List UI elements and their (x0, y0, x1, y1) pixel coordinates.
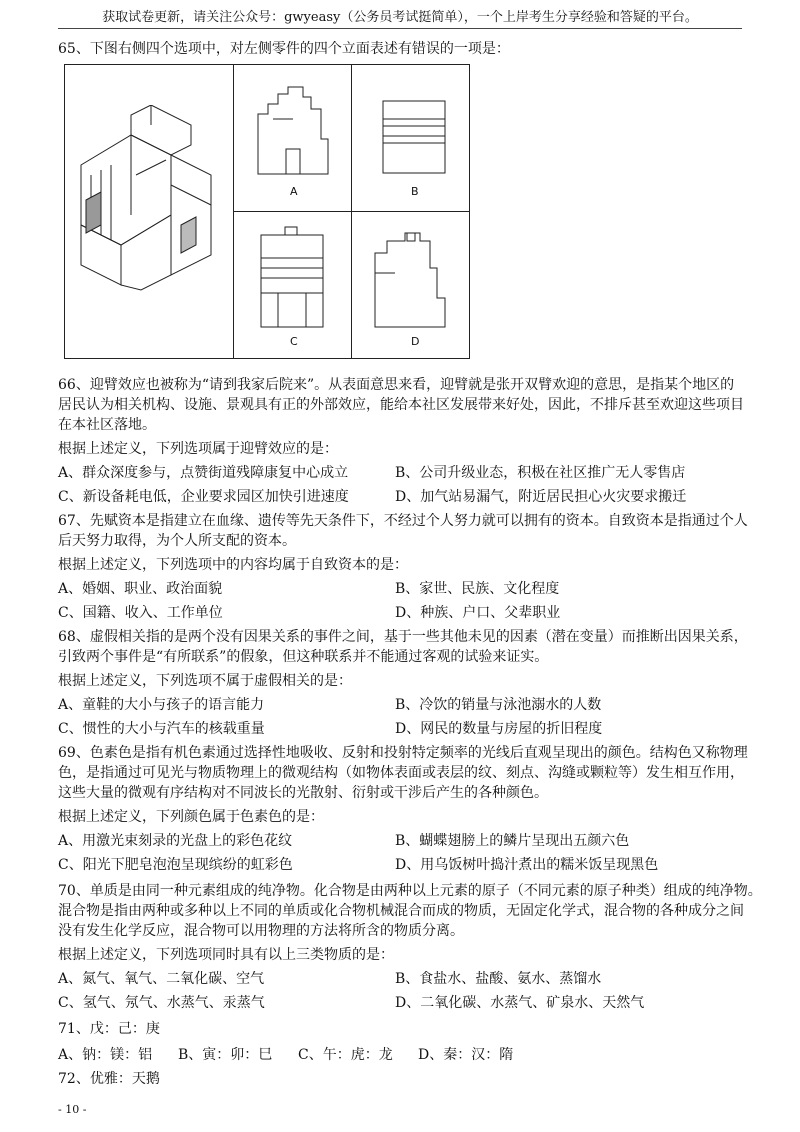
q69-option-c: C、阳光下肥皂泡泡呈现缤纷的虹彩色 (58, 857, 293, 873)
q67-option-b: B、家世、民族、文化程度 (395, 581, 560, 597)
q67-option-d: D、种族、户口、父辈职业 (395, 605, 561, 621)
q67-prompt: 根据上述定义，下列选项中的内容均属于自致资本的是： (58, 557, 408, 573)
q71-stem: 71、戊：己：庚 (58, 1021, 160, 1037)
q70-option-c: C、氢气、氖气、水蒸气、汞蒸气 (58, 995, 265, 1011)
option-c-elevation (253, 223, 333, 333)
page-header: 获取试卷更新，请关注公众号：gwyeasy（公务员考试挺简单），一个上岸考生分享经验和答疑的平台。 (102, 10, 698, 25)
q67-option-a: A、婚姻、职业、政治面貌 (58, 581, 223, 597)
q66-stem-line-2: 居民认为相关机构、设施、景观具有正的外部效应，能给本社区发展带来好处，因此，不排斥甚至欢迎这些项目 (58, 397, 744, 413)
q70-stem-line-3: 没有发生化学反应，混合物可以用物理的方法将所含的物质分离。 (58, 923, 464, 939)
q69-option-b: B、蝴蝶翅膀上的鳞片呈现出五颜六色 (395, 833, 630, 849)
q71-option-a: A、钠：镁：铝 (58, 1047, 153, 1063)
q66-option-c: C、新设备耗电低，企业要求园区加快引进速度 (58, 489, 349, 505)
q66-option-d: D、加气站易漏气，附近居民担心火灾要求搬迁 (395, 489, 687, 505)
q69-stem-line-2: 色，是指通过可见光与物质物理上的微观结构（如物体表面或表层的纹、刻点、沟缝或颗粒等）发生相互作用， (58, 765, 744, 781)
q68-option-a: A、童鞋的大小与孩子的语言能力 (58, 697, 265, 713)
q67-stem-line-1: 67、先赋资本是指建立在血缘、遗传等先天条件下，不经过个人努力就可以拥有的资本。自致资本是指通过个人 (58, 513, 748, 529)
option-d-label: D (411, 335, 420, 348)
q71-option-b: B、寅：卯：巳 (178, 1047, 273, 1063)
option-a-label: A (290, 185, 298, 198)
q69-option-a: A、用激光束刻录的光盘上的彩色花纹 (58, 833, 293, 849)
q68-option-b: B、冷饮的销量与泳池溺水的人数 (395, 697, 602, 713)
q67-option-c: C、国籍、收入、工作单位 (58, 605, 223, 621)
q70-option-a: A、氮气、氧气、二氧化碳、空气 (58, 971, 265, 987)
q69-prompt: 根据上述定义，下列颜色属于色素色的是： (58, 809, 324, 825)
figure-divider-horizontal (233, 211, 469, 212)
page-number: - 10 - (58, 1103, 87, 1116)
header-rule (58, 28, 742, 29)
q67-stem-line-2: 后天努力取得，为个人所支配的资本。 (58, 533, 296, 549)
q71-option-d: D、秦：汉：隋 (418, 1047, 514, 1063)
q66-stem-line-1: 66、迎臂效应也被称为“请到我家后院来”。从表面意思来看，迎臂就是张开双臂欢迎的意思，是指某个地区的 (58, 377, 735, 393)
q68-stem-line-2: 引致两个事件是“有所联系”的假象，但这种联系并不能通过客观的试验来证实。 (58, 649, 549, 665)
q68-option-d: D、网民的数量与房屋的折旧程度 (395, 721, 603, 737)
q65-stem: 65、下图右侧四个选项中，对左侧零件的四个立面表述有错误的一项是： (58, 41, 510, 57)
option-a-elevation (253, 79, 333, 179)
q68-prompt: 根据上述定义，下列选项不属于虚假相关的是： (58, 673, 352, 689)
q66-option-a: A、群众深度参与，点赞街道残障康复中心成立 (58, 465, 349, 481)
option-b-elevation (375, 81, 455, 181)
q70-stem-line-1: 70、单质是由同一种元素组成的纯净物。化合物是由两种以上元素的原子（不同元素的原子种类）组成的纯净物。 (58, 883, 762, 899)
isometric-part-drawing (71, 105, 229, 305)
option-b-label: B (411, 185, 419, 198)
q65-figure (64, 64, 470, 359)
q70-stem-line-2: 混合物是指由两种或多种以上不同的单质或化合物机械混合而成的物质，无固定化学式，混合物的各种成分之间 (58, 903, 744, 919)
q72-stem: 72、优雅：天鹅 (58, 1071, 160, 1087)
q68-stem-line-1: 68、虚假相关指的是两个没有因果关系的事件之间，基于一些其他未见的因素（潜在变量）而推断出因果关系， (58, 629, 748, 645)
q70-prompt: 根据上述定义，下列选项同时具有以上三类物质的是： (58, 947, 394, 963)
q66-prompt: 根据上述定义，下列选项属于迎臂效应的是： (58, 441, 338, 457)
q69-option-d: D、用乌饭树叶捣汁煮出的糯米饭呈现黑色 (395, 857, 659, 873)
q66-option-b: B、公司升级业态，积极在社区推广无人零售店 (395, 465, 686, 481)
option-c-label: C (290, 335, 298, 348)
option-d-elevation (365, 223, 455, 333)
q69-stem-line-3: 这些大量的微观有序结构对不同波长的光散射、衍射或干涉后产生的各种颜色。 (58, 785, 548, 801)
q70-option-d: D、二氧化碳、水蒸气、矿泉水、天然气 (395, 995, 645, 1011)
q71-option-c: C、午：虎：龙 (298, 1047, 393, 1063)
q68-option-c: C、惯性的大小与汽车的核载重量 (58, 721, 265, 737)
q66-stem-line-3: 在本社区落地。 (58, 417, 156, 433)
q70-option-b: B、食盐水、盐酸、氨水、蒸馏水 (395, 971, 602, 987)
q69-stem-line-1: 69、色素色是指有机色素通过选择性地吸收、反射和投射特定频率的光线后直观呈现出的颜色。结构色又称物理 (58, 745, 748, 761)
